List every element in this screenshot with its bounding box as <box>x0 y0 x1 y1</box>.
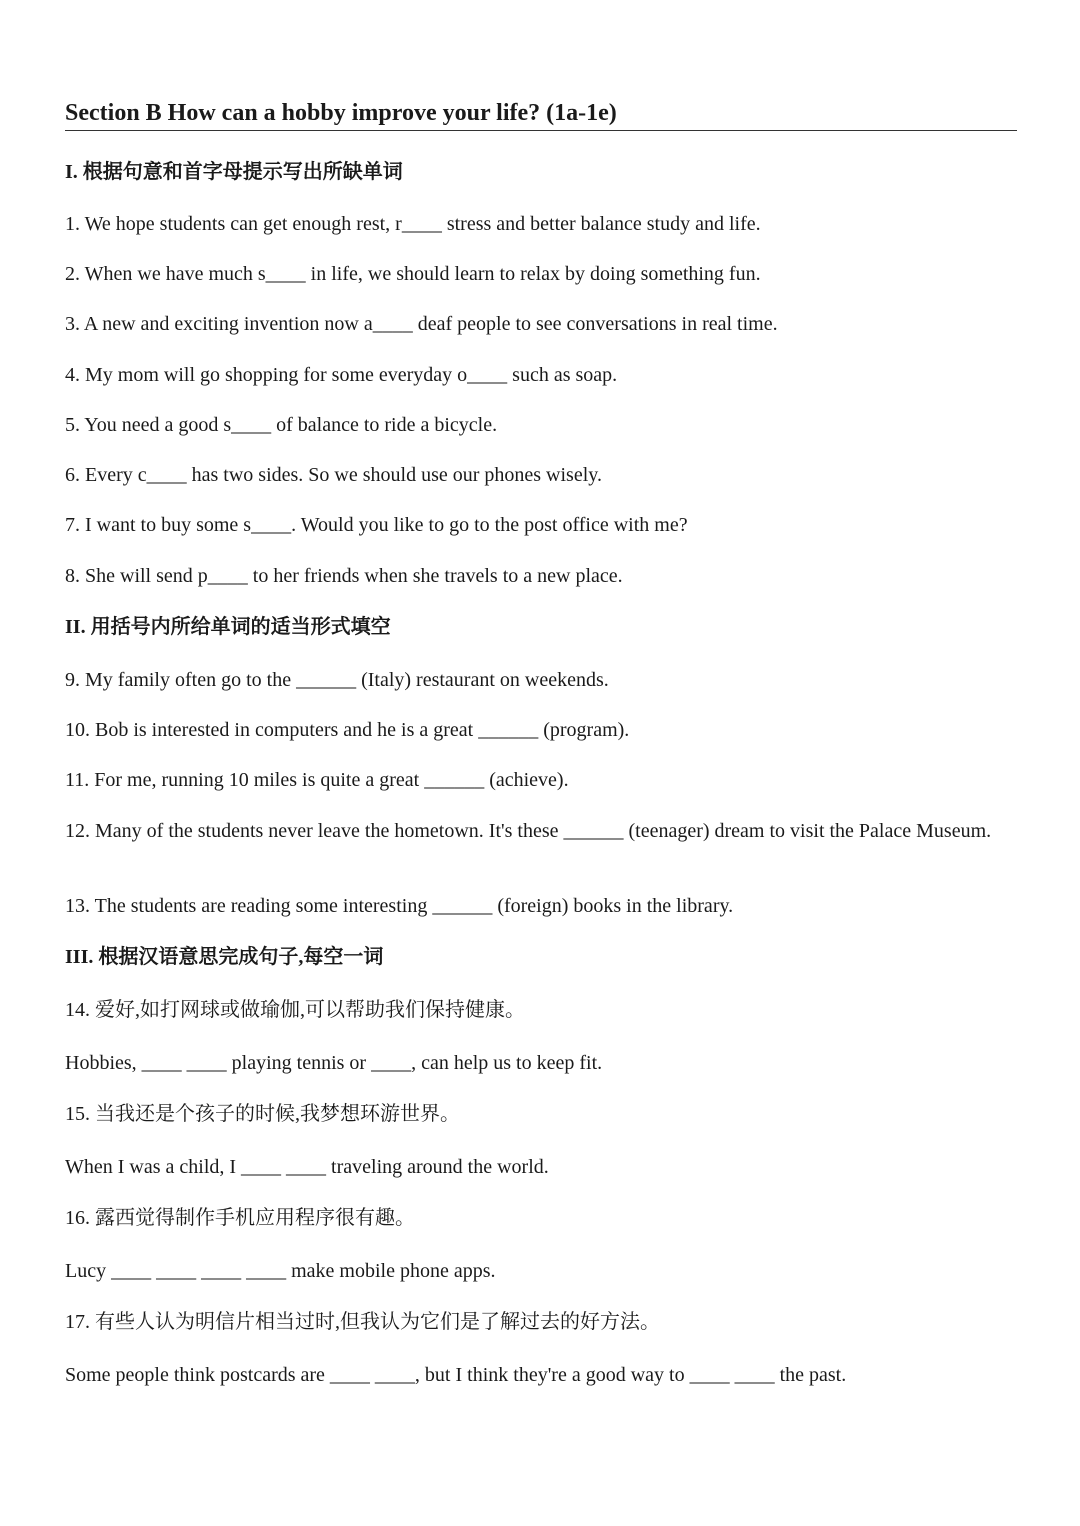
question-1: 1. We hope students can get enough rest, r____ stress and better balance study and life. <box>65 213 761 235</box>
question-2: 2. When we have much s____ in life, we should learn to relax by doing something fun. <box>65 263 761 285</box>
question-14-english: Hobbies, ____ ____ playing tennis or ____, can help us to keep fit. <box>65 1052 603 1074</box>
question-8: 8. She will send p____ to her friends when she travels to a new place. <box>65 565 623 587</box>
question-6: 6. Every c____ has two sides. So we should use our phones wisely. <box>65 464 602 486</box>
question-10: 10. Bob is interested in computers and he is a great ______ (program). <box>65 719 630 741</box>
question-16-chinese: 16. 露西觉得制作手机应用程序很有趣。 <box>65 1207 415 1229</box>
question-15-chinese: 15. 当我还是个孩子的时候,我梦想环游世界。 <box>65 1103 460 1125</box>
title-underline <box>65 130 1017 131</box>
question-14-chinese: 14. 爱好,如打网球或做瑜伽,可以帮助我们保持健康。 <box>65 999 525 1021</box>
question-5: 5. You need a good s____ of balance to ride a bicycle. <box>65 414 498 436</box>
section-heading-2: II. 用括号内所给单词的适当形式填空 <box>65 616 391 638</box>
question-3: 3. A new and exciting invention now a____ deaf people to see conversations in real time. <box>65 313 778 335</box>
question-12: 12. Many of the students never leave the hometown. It's these ______ (teenager) dream to visit the Palace Museum. <box>65 820 992 842</box>
question-13: 13. The students are reading some interesting ______ (foreign) books in the library. <box>65 895 734 917</box>
question-16-english: Lucy ____ ____ ____ ____ make mobile phone apps. <box>65 1260 496 1282</box>
section-heading-1: I. 根据句意和首字母提示写出所缺单词 <box>65 161 403 183</box>
question-17-english: Some people think postcards are ____ ____, but I think they're a good way to ____ ____ the past. <box>65 1364 847 1386</box>
section-heading-3: III. 根据汉语意思完成句子,每空一词 <box>65 946 384 968</box>
question-17-chinese: 17. 有些人认为明信片相当过时,但我认为它们是了解过去的好方法。 <box>65 1311 660 1333</box>
page-title: Section B How can a hobby improve your life? (1a-1e) <box>65 100 617 126</box>
question-7: 7. I want to buy some s____. Would you like to go to the post office with me? <box>65 514 688 536</box>
question-15-english: When I was a child, I ____ ____ traveling around the world. <box>65 1156 549 1178</box>
question-9: 9. My family often go to the ______ (Italy) restaurant on weekends. <box>65 669 609 691</box>
question-4: 4. My mom will go shopping for some everyday o____ such as soap. <box>65 364 618 386</box>
question-11: 11. For me, running 10 miles is quite a great ______ (achieve). <box>65 769 569 791</box>
